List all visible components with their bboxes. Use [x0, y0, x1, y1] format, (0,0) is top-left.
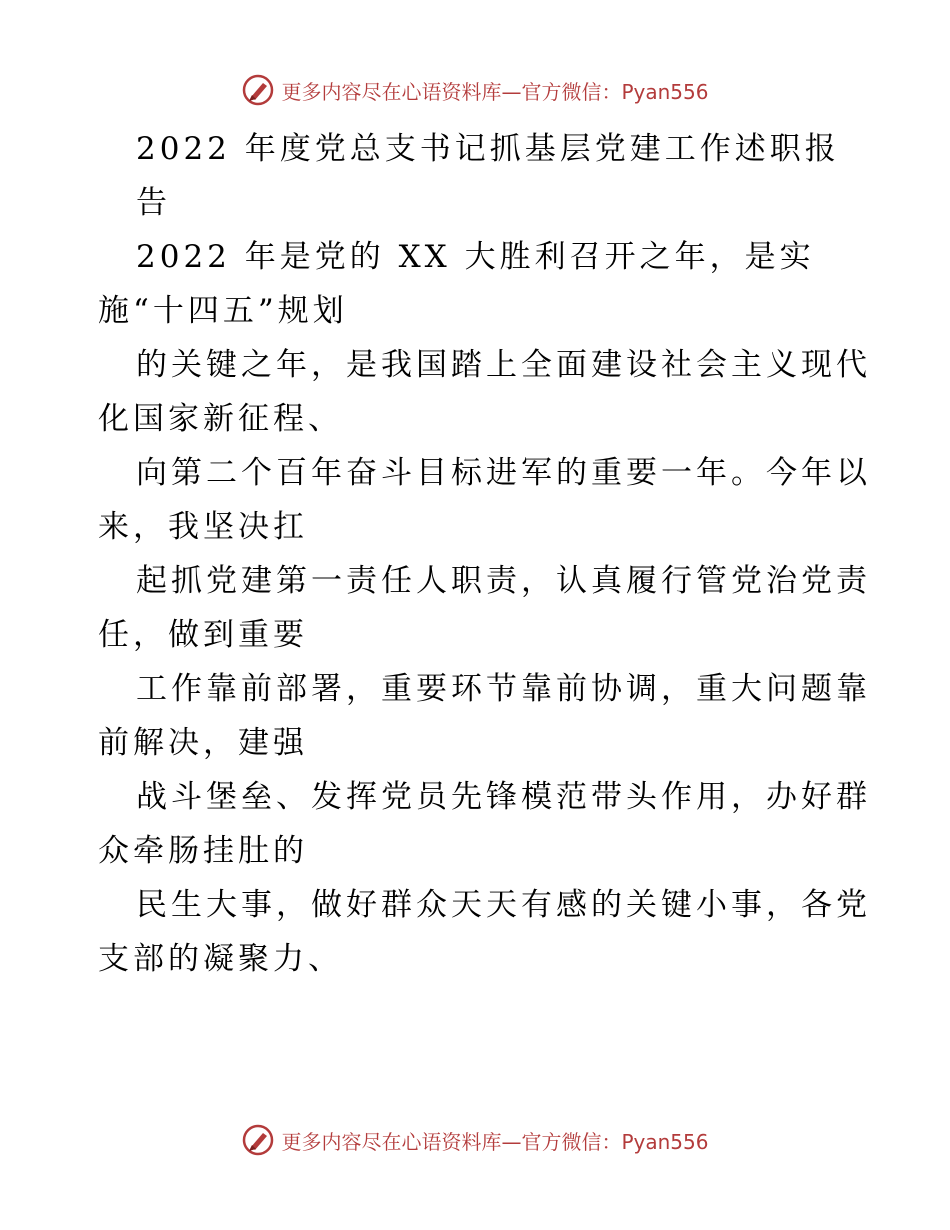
- text-line: 前解决，建强: [98, 725, 308, 761]
- text-line: 告: [136, 185, 171, 221]
- text-line: 化国家新征程、: [98, 401, 343, 437]
- text-line: 众牵肠挂肚的: [98, 833, 308, 869]
- text-line: 民生大事，做好群众天天有感的关键小事，各党: [136, 887, 871, 923]
- text-line: 支部的凝聚力、: [98, 941, 343, 977]
- text-line: 战斗堡垒、发挥党员先锋模范带头作用，办好群: [136, 779, 871, 815]
- text-line: 2022 年是党的 XX 大胜利召开之年，是实: [136, 239, 815, 275]
- text-line: 来，我坚决扛: [98, 509, 308, 545]
- text-line: 2022 年度党总支书记抓基层党建工作述职报: [136, 131, 840, 167]
- header-banner: [0, 70, 950, 110]
- text-line: 的关键之年，是我国踏上全面建设社会主义现代: [136, 347, 871, 383]
- pen-circle-logo-icon: [241, 1123, 275, 1157]
- text-line: 起抓党建第一责任人职责，认真履行管党治党责: [136, 563, 871, 599]
- banner-text: 更多内容尽在心语资料库—官方微信：Pyan556: [281, 79, 709, 104]
- text-line: 工作靠前部署，重要环节靠前协调，重大问题靠: [136, 671, 871, 707]
- text-line: 向第二个百年奋斗目标进军的重要一年。今年以: [136, 455, 871, 491]
- pen-circle-logo-icon: [241, 73, 275, 107]
- document-body: [98, 122, 871, 986]
- text-line: 施“十四五”规划: [98, 293, 348, 329]
- text-line: 任，做到重要: [98, 617, 308, 653]
- banner-text: 更多内容尽在心语资料库—官方微信：Pyan556: [281, 1129, 709, 1154]
- footer-banner: [0, 1120, 950, 1160]
